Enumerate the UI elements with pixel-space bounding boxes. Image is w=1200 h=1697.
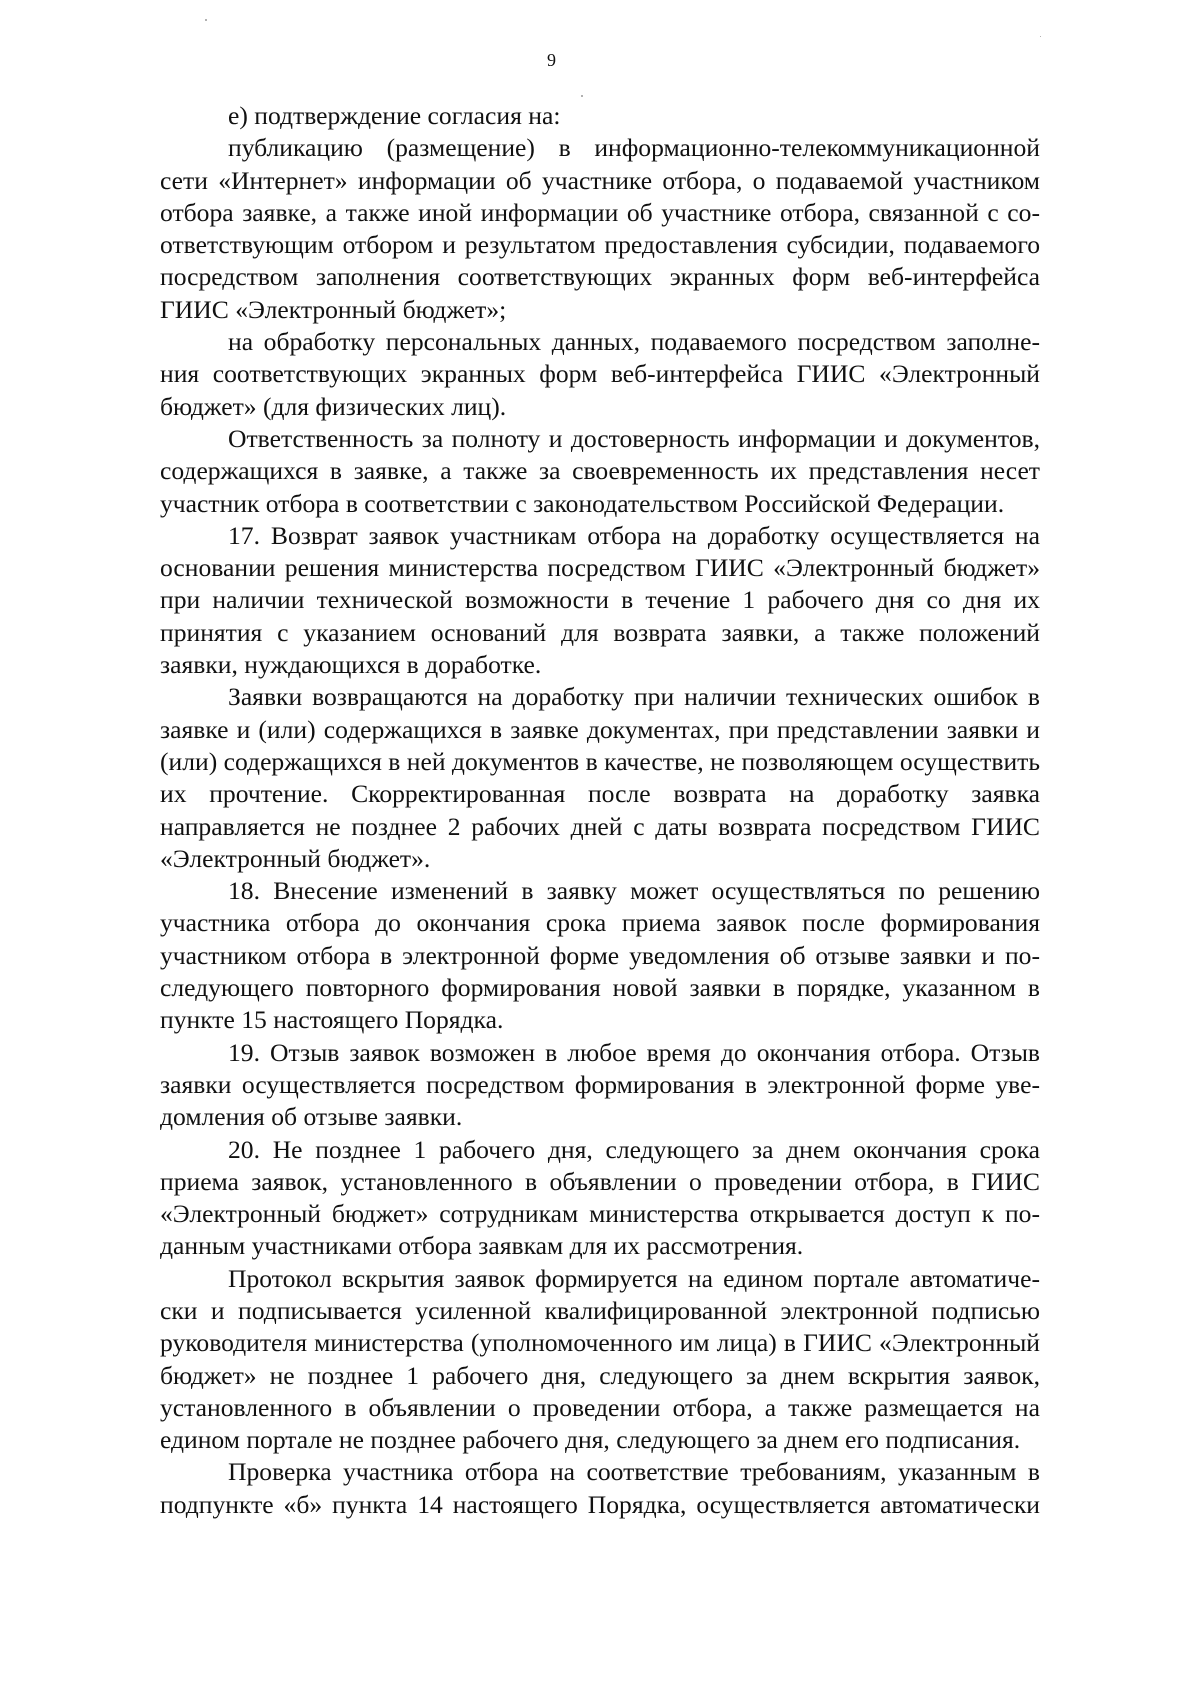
page-number: 9 xyxy=(547,50,556,70)
paragraph-17: 17. Возврат заявок участникам отбора на доработку осуществляется на основании решения министерства посредством ГИИС «Электронный бюджет» при наличии технической возможности в течение 1 рабочего дня со дня их принятия с указанием оснований для возврата заявки, а также положений заявки, нуждающихся в доработке. xyxy=(160,520,1040,680)
scan-speck xyxy=(581,95,583,97)
paragraph-19: 19. Отзыв заявок возможен в любое время до окончания отбора. Отзыв заявки осуществляется посредством формирования в электронной форме уведомления об отзыве заявки. xyxy=(160,1037,1040,1132)
paragraph-publication-consent: публикацию (размещение) в информационно-телекоммуникационной сети «Интернет» информации об участнике отбора, о подаваемой участником отбора заявке, а также иной информации об участнике отбора, связанной с соответствующим отбором и результатом предоставления субсидии, подаваемого посредством заполнения соответствующих экранных форм веб-интерфейса ГИИС «Электронный бюджет»; xyxy=(160,133,1040,324)
paragraph-returned-applications: Заявки возвращаются на доработку при наличии технических ошибок в заявке и (или) содержащихся в заявке документах, при представлении заявки и (или) содержащихся в ней документов в качестве, не позволяющем осуществить их прочтение. Скорректированная после возврата на доработку заявка направляется не позднее 2 рабочих дней с даты возврата посредством ГИИС «Электронный бюджет». xyxy=(160,682,1040,873)
scan-speck xyxy=(1040,36,1041,37)
paragraph-personal-data-consent: на обработку персональных данных, подаваемого посредством заполнения соответствующих экранных форм веб-интерфейса ГИИС «Электронный бюджет» (для физических лиц). xyxy=(160,327,1040,421)
document-body xyxy=(160,100,1040,1521)
paragraph-18: 18. Внесение изменений в заявку может осуществляться по решению участника отбора до окончания срока приема заявок после формирования участником отбора в электронной форме уведомления об отзыве заявки и последующего повторного формирования новой заявки в порядке, указанном в пункте 15 настоящего Порядка. xyxy=(160,876,1040,1035)
scan-speck xyxy=(205,19,207,21)
paragraph-responsibility: Ответственность за полноту и достоверность информации и документов, содержащихся в заявке, а также за своевременность их представления несет участник отбора в соответствии с законодательством Российской Федерации. xyxy=(160,423,1040,518)
paragraph-e-consent: е) подтверждение согласия на: xyxy=(228,101,561,130)
paragraph-compliance-check: Проверка участника отбора на соответствие требованиям, указанным в подпункте «б» пункта 14 настоящего Порядка, осуществляется автоматически xyxy=(160,1457,1040,1519)
paragraph-opening-protocol: Протокол вскрытия заявок формируется на едином портале автоматически и подписывается усиленной квалифицированной электронной подписью руководителя министерства (уполномоченного им лица) в ГИИС «Электронный бюджет» не позднее 1 рабочего дня, следующего за днем вскрытия заявок, установленного в объявлении о проведении отбора, а также размещается на едином портале не позднее рабочего дня, следующего за днем его подписания. xyxy=(160,1263,1040,1455)
paragraph-20: 20. Не позднее 1 рабочего дня, следующего за днем окончания срока приема заявок, установленного в объявлении о проведении отбора, в ГИИС «Электронный бюджет» сотрудникам министерства открывается доступ к поданным участниками отбора заявкам для их рассмотрения. xyxy=(160,1134,1040,1261)
